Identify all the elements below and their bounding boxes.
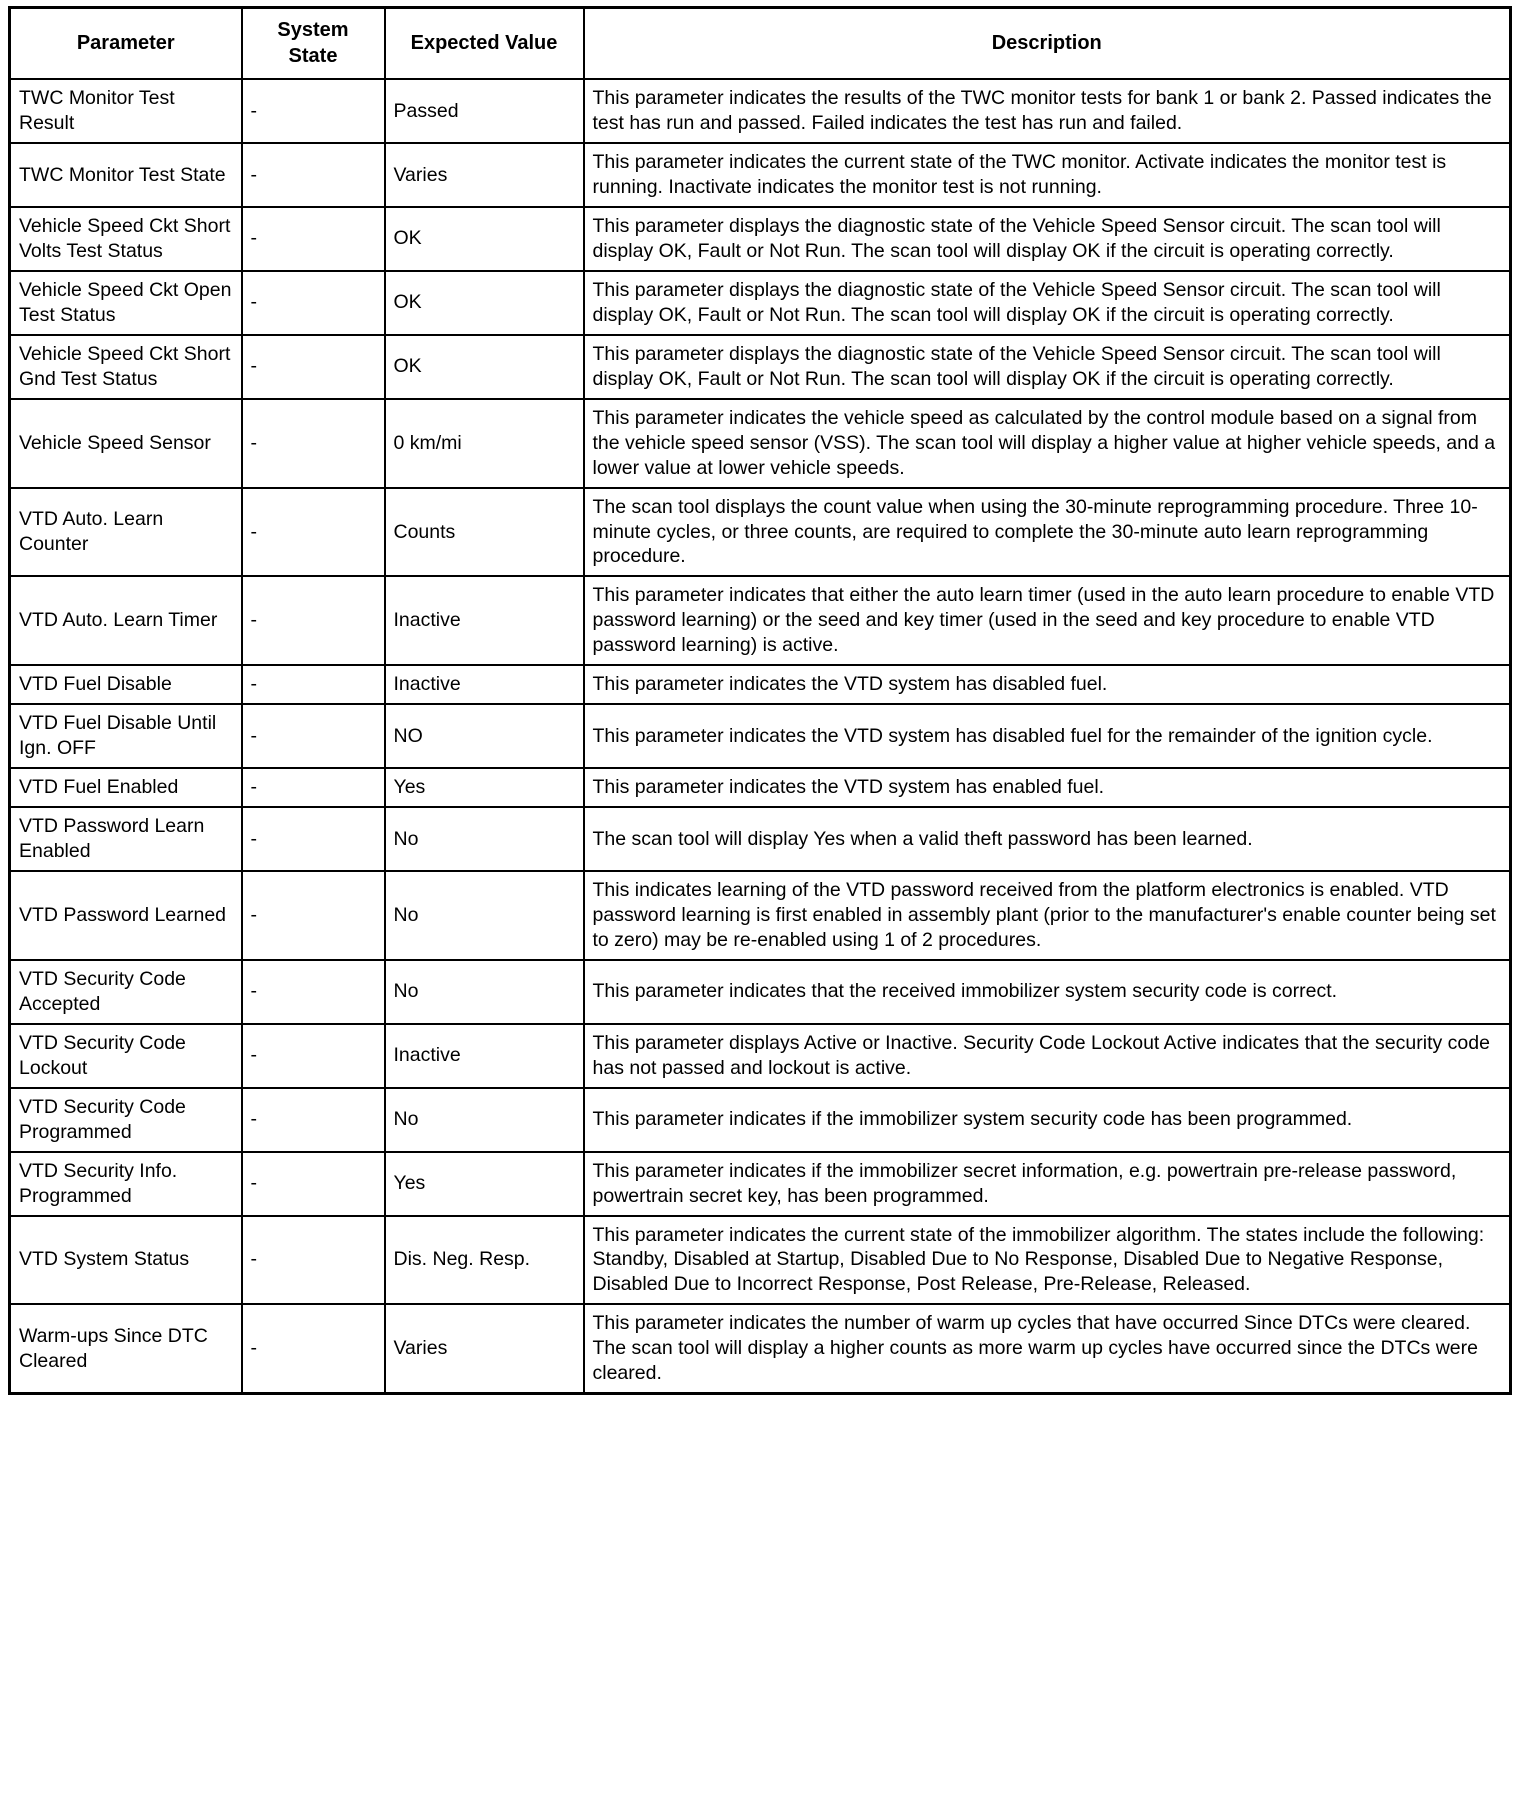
column-header-description: Description <box>584 8 1511 80</box>
table-header <box>10 8 1511 80</box>
cell-system-state: - <box>242 1216 385 1305</box>
table-row <box>10 871 1511 960</box>
cell-parameter: VTD Auto. Learn Counter <box>10 488 242 577</box>
table-row <box>10 1152 1511 1216</box>
cell-description: The scan tool will display Yes when a valid theft password has been learned. <box>584 807 1511 871</box>
table-row <box>10 79 1511 143</box>
cell-system-state: - <box>242 1304 385 1393</box>
cell-description: This parameter indicates the number of warm up cycles that have occurred Since DTCs were cleared. The scan tool will display a higher counts as more warm up cycles have occurred since the DTCs were cleared. <box>584 1304 1511 1393</box>
cell-parameter: Vehicle Speed Sensor <box>10 399 242 488</box>
cell-parameter: VTD Fuel Disable Until Ign. OFF <box>10 704 242 768</box>
table-row <box>10 768 1511 807</box>
cell-system-state: - <box>242 960 385 1024</box>
header-row <box>10 8 1511 80</box>
cell-expected-value: OK <box>385 207 584 271</box>
cell-expected-value: Yes <box>385 1152 584 1216</box>
cell-parameter: VTD Security Code Accepted <box>10 960 242 1024</box>
table-row <box>10 1024 1511 1088</box>
column-header-expected-value: Expected Value <box>385 8 584 80</box>
cell-parameter: VTD Auto. Learn Timer <box>10 576 242 665</box>
cell-parameter: TWC Monitor Test Result <box>10 79 242 143</box>
cell-system-state: - <box>242 576 385 665</box>
table-row <box>10 271 1511 335</box>
cell-expected-value: NO <box>385 704 584 768</box>
cell-expected-value: No <box>385 960 584 1024</box>
cell-system-state: - <box>242 488 385 577</box>
cell-system-state: - <box>242 79 385 143</box>
cell-parameter: VTD Security Code Programmed <box>10 1088 242 1152</box>
cell-expected-value: 0 km/mi <box>385 399 584 488</box>
table-row <box>10 488 1511 577</box>
cell-description: This parameter indicates the current state of the TWC monitor. Activate indicates the monitor test is running. Inactivate indicates the monitor test is not running. <box>584 143 1511 207</box>
table-row <box>10 1304 1511 1393</box>
table-row <box>10 704 1511 768</box>
cell-expected-value: OK <box>385 335 584 399</box>
cell-parameter: Vehicle Speed Ckt Open Test Status <box>10 271 242 335</box>
cell-description: This parameter indicates the VTD system has disabled fuel. <box>584 665 1511 704</box>
cell-description: This parameter indicates that either the auto learn timer (used in the auto learn procedure to enable VTD password learning) or the seed and key timer (used in the seed and key procedure to enable VTD password learning) is active. <box>584 576 1511 665</box>
cell-system-state: - <box>242 871 385 960</box>
cell-expected-value: Inactive <box>385 576 584 665</box>
cell-description: This parameter indicates that the received immobilizer system security code is correct. <box>584 960 1511 1024</box>
cell-system-state: - <box>242 665 385 704</box>
table-row <box>10 1216 1511 1305</box>
cell-system-state: - <box>242 399 385 488</box>
table-row <box>10 399 1511 488</box>
table-row <box>10 1088 1511 1152</box>
parameter-table <box>8 6 1512 1395</box>
cell-system-state: - <box>242 1152 385 1216</box>
cell-parameter: TWC Monitor Test State <box>10 143 242 207</box>
cell-system-state: - <box>242 1088 385 1152</box>
cell-description: This parameter displays the diagnostic state of the Vehicle Speed Sensor circuit. The scan tool will display OK, Fault or Not Run. The scan tool will display OK if the circuit is operating correctly. <box>584 271 1511 335</box>
cell-expected-value: Counts <box>385 488 584 577</box>
cell-system-state: - <box>242 335 385 399</box>
cell-expected-value: Inactive <box>385 1024 584 1088</box>
cell-description: This parameter displays the diagnostic state of the Vehicle Speed Sensor circuit. The scan tool will display OK, Fault or Not Run. The scan tool will display OK if the circuit is operating correctly. <box>584 207 1511 271</box>
cell-expected-value: Varies <box>385 143 584 207</box>
cell-parameter: VTD Fuel Disable <box>10 665 242 704</box>
table-row <box>10 143 1511 207</box>
table-row <box>10 576 1511 665</box>
cell-description: This parameter indicates the current state of the immobilizer algorithm. The states include the following: Standby, Disabled at Startup, Disabled Due to No Response, Disabled Due to Negative Response, Disabled Due to Incorrect Response, Post Release, Pre-Release, Released. <box>584 1216 1511 1305</box>
cell-parameter: VTD Password Learn Enabled <box>10 807 242 871</box>
cell-parameter: VTD Password Learned <box>10 871 242 960</box>
table-row <box>10 665 1511 704</box>
cell-expected-value: Dis. Neg. Resp. <box>385 1216 584 1305</box>
cell-description: This parameter indicates if the immobilizer secret information, e.g. powertrain pre-release password, powertrain secret key, has been programmed. <box>584 1152 1511 1216</box>
column-header-parameter: Parameter <box>10 8 242 80</box>
column-header-system-state: System State <box>242 8 385 80</box>
cell-system-state: - <box>242 271 385 335</box>
cell-description: This parameter indicates if the immobilizer system security code has been programmed. <box>584 1088 1511 1152</box>
cell-description: This parameter indicates the vehicle speed as calculated by the control module based on a signal from the vehicle speed sensor (VSS). The scan tool will display a higher value at higher vehicle speeds, and a lower value at lower vehicle speeds. <box>584 399 1511 488</box>
table-row <box>10 960 1511 1024</box>
cell-system-state: - <box>242 207 385 271</box>
cell-system-state: - <box>242 1024 385 1088</box>
table-body <box>10 79 1511 1394</box>
cell-expected-value: No <box>385 807 584 871</box>
cell-expected-value: Inactive <box>385 665 584 704</box>
cell-parameter: VTD System Status <box>10 1216 242 1305</box>
cell-expected-value: Varies <box>385 1304 584 1393</box>
cell-expected-value: Passed <box>385 79 584 143</box>
cell-system-state: - <box>242 704 385 768</box>
cell-description: This parameter displays Active or Inactive. Security Code Lockout Active indicates that the security code has not passed and lockout is active. <box>584 1024 1511 1088</box>
table-row <box>10 807 1511 871</box>
cell-parameter: Warm-ups Since DTC Cleared <box>10 1304 242 1393</box>
cell-expected-value: OK <box>385 271 584 335</box>
cell-expected-value: No <box>385 1088 584 1152</box>
cell-description: This parameter indicates the results of the TWC monitor tests for bank 1 or bank 2. Passed indicates the test has run and passed. Failed indicates the test has run and failed. <box>584 79 1511 143</box>
cell-parameter: VTD Security Code Lockout <box>10 1024 242 1088</box>
cell-parameter: VTD Fuel Enabled <box>10 768 242 807</box>
cell-description: This parameter indicates the VTD system has disabled fuel for the remainder of the ignition cycle. <box>584 704 1511 768</box>
cell-description: This indicates learning of the VTD password received from the platform electronics is enabled. VTD password learning is first enabled in assembly plant (prior to the manufacturer's enable counter being set to zero) may be re-enabled using 1 of 2 procedures. <box>584 871 1511 960</box>
cell-system-state: - <box>242 768 385 807</box>
cell-system-state: - <box>242 143 385 207</box>
cell-description: This parameter indicates the VTD system has enabled fuel. <box>584 768 1511 807</box>
cell-parameter: VTD Security Info. Programmed <box>10 1152 242 1216</box>
table-row <box>10 335 1511 399</box>
table-row <box>10 207 1511 271</box>
cell-description: This parameter displays the diagnostic state of the Vehicle Speed Sensor circuit. The scan tool will display OK, Fault or Not Run. The scan tool will display OK if the circuit is operating correctly. <box>584 335 1511 399</box>
cell-description: The scan tool displays the count value when using the 30-minute reprogramming procedure. Three 10-minute cycles, or three counts, are required to complete the 30-minute auto learn reprogramming procedure. <box>584 488 1511 577</box>
cell-parameter: Vehicle Speed Ckt Short Volts Test Status <box>10 207 242 271</box>
cell-parameter: Vehicle Speed Ckt Short Gnd Test Status <box>10 335 242 399</box>
cell-system-state: - <box>242 807 385 871</box>
cell-expected-value: No <box>385 871 584 960</box>
cell-expected-value: Yes <box>385 768 584 807</box>
